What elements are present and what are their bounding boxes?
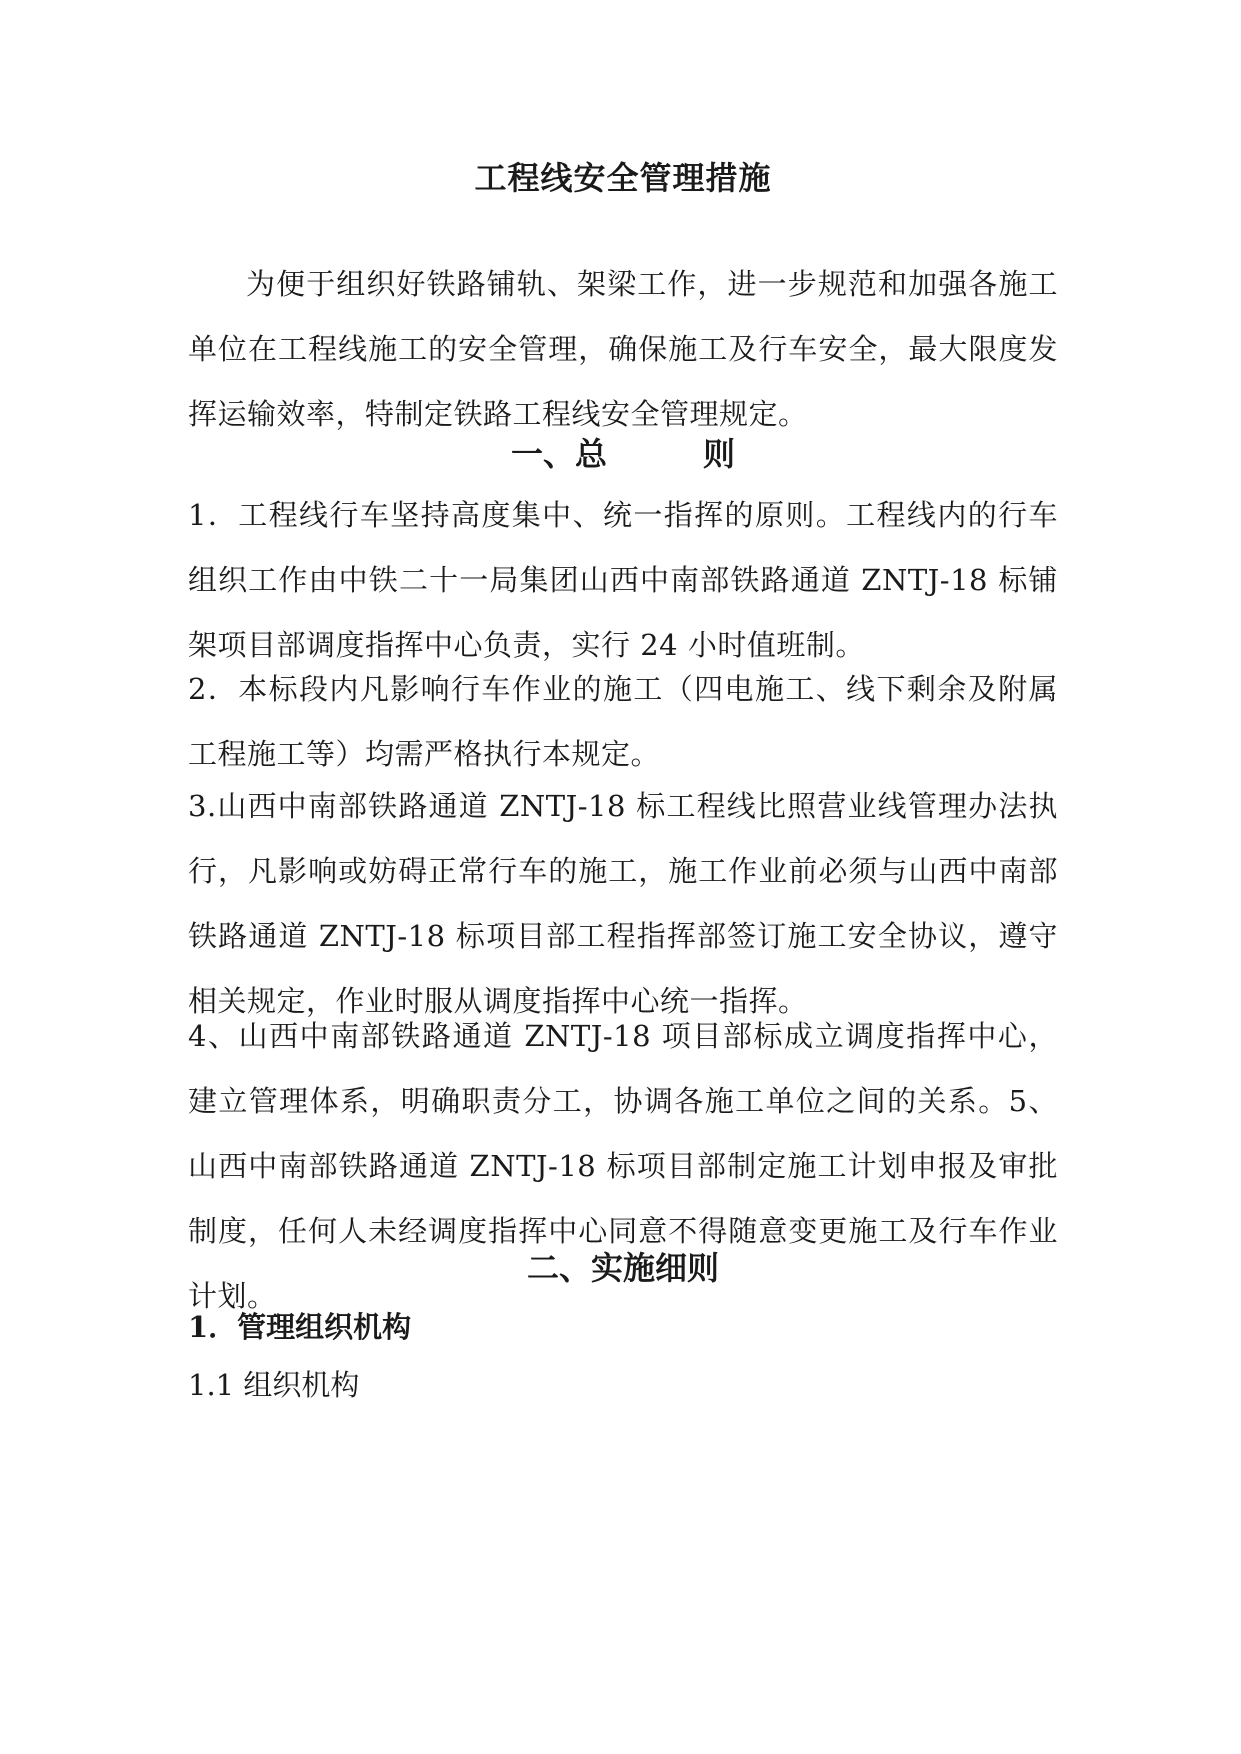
clause-4-5: 4、山西中南部铁路通道 ZNTJ-18 项目部标成立调度指挥中心，建立管理体系，明确职责分工，协调各施工单位之间的关系。5、山西中南部铁路通道 ZNTJ-18 标项目部制定施工计划申报及审批制度，任何人未经调度指挥中心同意不得随意变更施工及行车作业计划。: [188, 1019, 1058, 1313]
subheading-management-org: 1．管理组织机构: [188, 1310, 412, 1344]
clause-2: 2．本标段内凡影响行车作业的施工（四电施工、线下剩余及附属工程施工等）均需严格执行本规定。: [188, 672, 1058, 771]
section-heading-general: 一、总 则: [510, 435, 735, 473]
section-heading-implementation: 二、实施细则: [526, 1249, 719, 1287]
intro-paragraph: 为便于组织好铁路铺轨、架梁工作，进一步规范和加强各施工单位在工程线施工的安全管理，确保施工及行车安全，最大限度发挥运输效率，特制定铁路工程线安全管理规定。: [188, 267, 1058, 431]
document-title: 工程线安全管理措施: [474, 159, 772, 197]
clause-3: 3.山西中南部铁路通道 ZNTJ-18 标工程线比照营业线管理办法执行，凡影响或妨碍正常行车的施工，施工作业前必须与山西中南部铁路通道 ZNTJ-18 标项目部工程指挥部签订施工安全协议，遵守相关规定，作业时服从调度指挥中心统一指挥。: [188, 789, 1058, 1018]
clause-1: 1．工程线行车坚持高度集中、统一指挥的原则。工程线内的行车组织工作由中铁二十一局集团山西中南部铁路通道 ZNTJ-18 标铺架项目部调度指挥中心负责，实行 24 小时值班制。: [188, 498, 1058, 662]
subheading-org-structure: 1.1 组织机构: [188, 1368, 360, 1402]
